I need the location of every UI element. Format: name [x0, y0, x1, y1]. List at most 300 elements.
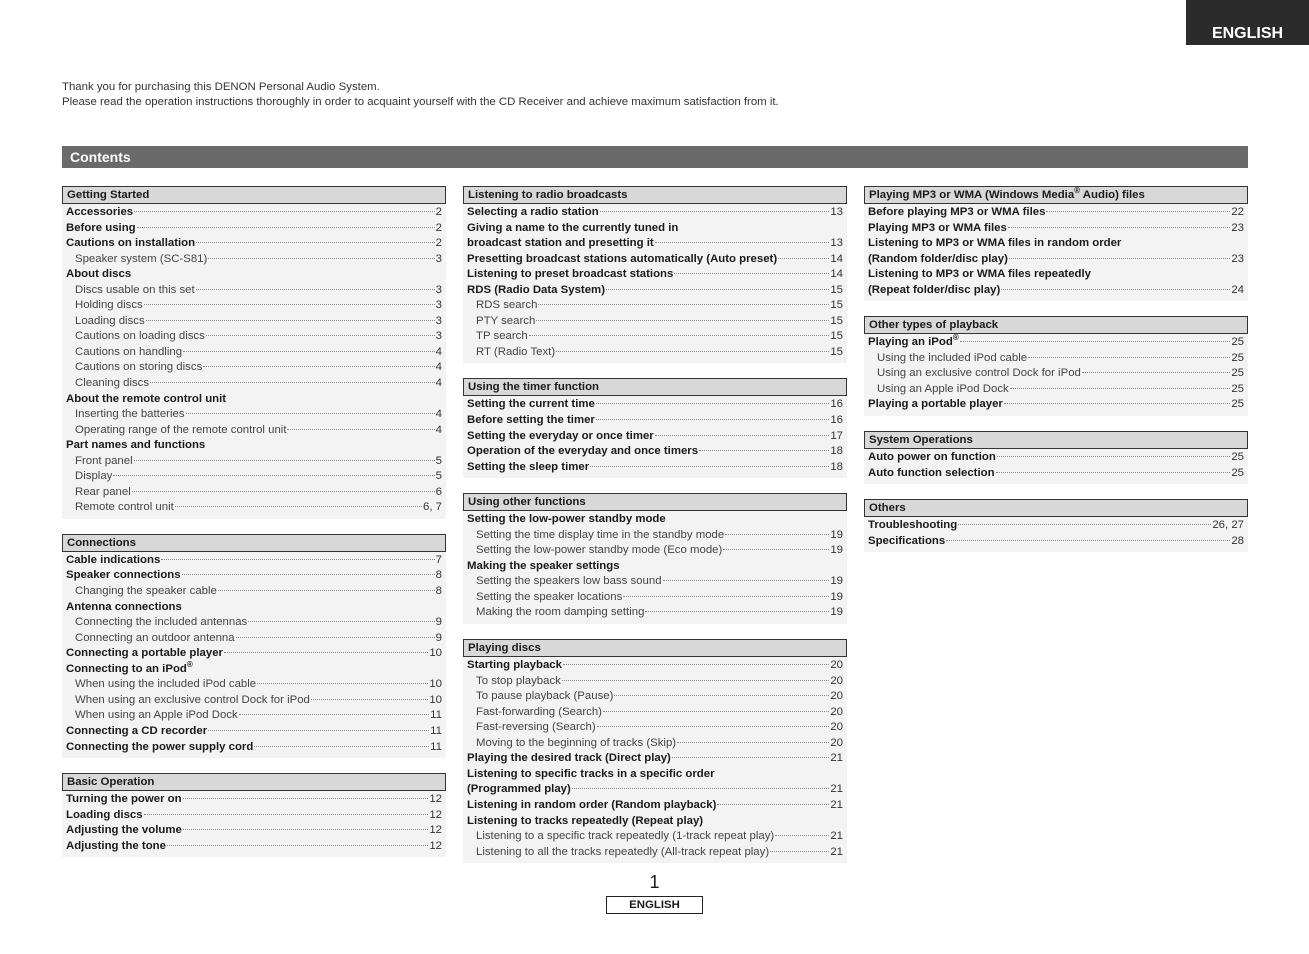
toc-entry[interactable] — [66, 469, 442, 485]
toc-entry[interactable] — [467, 782, 843, 798]
toc-entry-title — [467, 767, 715, 783]
toc-entry-title-text: Playing an iPod — [868, 336, 953, 349]
toc-entry[interactable] — [868, 252, 1244, 268]
toc-section-entries — [62, 552, 446, 758]
toc-entry-title — [868, 221, 1007, 237]
toc-entry[interactable] — [868, 366, 1244, 382]
dot-leader — [1001, 289, 1230, 290]
toc-entry-title — [66, 392, 226, 408]
toc-entry-title — [467, 605, 644, 621]
toc-entry-title — [66, 283, 195, 299]
dot-leader — [770, 851, 829, 852]
toc-entry-page: 8 — [435, 585, 442, 598]
toc-entry[interactable] — [66, 839, 442, 855]
toc-entry[interactable] — [66, 236, 442, 252]
toc-entry[interactable] — [66, 568, 442, 584]
toc-entry-page: 25 — [1231, 398, 1244, 411]
toc-entry-title-text: To pause playback (Pause) — [476, 690, 614, 703]
toc-entry-title — [66, 314, 145, 330]
toc-entry[interactable] — [66, 615, 442, 631]
dot-leader — [1009, 258, 1230, 259]
toc-entry-title — [66, 600, 182, 616]
toc-entry[interactable] — [66, 298, 442, 314]
toc-section — [62, 534, 446, 758]
dot-leader — [663, 580, 830, 581]
toc-entry[interactable] — [467, 236, 843, 252]
toc-entry-title — [868, 534, 945, 550]
toc-section-title — [864, 186, 1248, 204]
toc-entry[interactable] — [467, 413, 843, 429]
toc-entry-page: 14 — [830, 268, 843, 281]
toc-entry[interactable] — [467, 689, 843, 705]
toc-entry[interactable] — [868, 351, 1244, 367]
toc-entry-page: 20 — [830, 705, 843, 718]
toc-entry-page: 13 — [830, 237, 843, 250]
toc-entry-page: 4 — [435, 408, 442, 421]
toc-entry[interactable] — [66, 693, 442, 709]
toc-entry-title-text: Cautions on handling — [75, 345, 183, 358]
toc-entry-title — [467, 674, 561, 690]
dot-leader — [144, 304, 435, 305]
toc-entry-page: 12 — [429, 839, 442, 852]
toc-entry-title-text: Fast-reversing (Search) — [476, 721, 596, 734]
toc-entry-title — [868, 335, 959, 351]
toc-section — [864, 316, 1248, 416]
toc-entry-title — [66, 677, 256, 693]
toc-entry-title-text: Listening to tracks repeatedly (Repeat play) — [467, 814, 704, 827]
toc-entry-page: 20 — [830, 690, 843, 703]
toc-entry-title — [66, 329, 205, 345]
toc-entry[interactable] — [66, 708, 442, 724]
toc-entry-title — [66, 740, 253, 756]
dot-leader — [672, 757, 829, 758]
toc-entry-page: 10 — [429, 647, 442, 660]
toc-entry[interactable] — [467, 528, 843, 544]
toc-entry-page: 14 — [830, 252, 843, 265]
dot-leader — [655, 242, 830, 243]
dot-leader — [236, 637, 435, 638]
footer-language-tab: ENGLISH — [606, 896, 703, 914]
toc-entry[interactable] — [66, 740, 442, 756]
toc-entry-page: 19 — [830, 606, 843, 619]
toc-entry-title-text: Remote control unit — [75, 501, 174, 514]
toc-entry-title-text: Rear panel — [75, 485, 131, 498]
toc-section-entries — [864, 204, 1248, 301]
toc-entry-title-text: Antenna connections — [66, 600, 182, 613]
contents-column-3 — [864, 186, 1248, 567]
toc-entry-title-text: RDS search — [476, 299, 538, 312]
dot-leader — [946, 540, 1230, 541]
toc-section-entries — [463, 511, 847, 624]
toc-entry[interactable] — [66, 659, 442, 678]
intro-text — [62, 80, 779, 110]
toc-entry-page: 25 — [1231, 466, 1244, 479]
toc-entry[interactable] — [66, 500, 442, 516]
toc-entry[interactable] — [66, 631, 442, 647]
toc-entry-title-text: Using an Apple iPod Dock — [877, 382, 1009, 395]
toc-entry[interactable] — [66, 454, 442, 470]
toc-section-entries — [463, 657, 847, 863]
toc-entry-title-text: Speaker system (SC-S81) — [75, 252, 208, 265]
dot-leader — [572, 788, 830, 789]
toc-entry[interactable] — [467, 814, 843, 830]
toc-entry[interactable] — [467, 736, 843, 752]
toc-entry[interactable] — [467, 829, 843, 845]
toc-entry[interactable] — [467, 559, 843, 575]
page-number: 1 — [649, 872, 660, 892]
toc-entry-title — [66, 360, 202, 376]
toc-section-title-text: Other types of playback — [869, 319, 999, 332]
toc-entry-title-text: (Random folder/disc play) — [868, 252, 1008, 265]
toc-entry-page: 8 — [435, 569, 442, 582]
dot-leader — [717, 804, 829, 805]
toc-section-title — [864, 316, 1248, 334]
toc-entry-title-text: Playing the desired track (Direct play) — [467, 752, 671, 765]
toc-entry-title-text: Auto function selection — [868, 466, 995, 479]
toc-entry-title-text: Using the included iPod cable — [877, 351, 1028, 364]
toc-entry[interactable] — [868, 283, 1244, 299]
toc-entry[interactable] — [467, 574, 843, 590]
dot-leader — [723, 549, 829, 550]
dot-leader — [614, 695, 829, 696]
toc-entry-page: 20 — [830, 659, 843, 672]
toc-entry[interactable] — [66, 252, 442, 268]
toc-section-title — [463, 493, 847, 511]
dot-leader — [674, 273, 829, 274]
toc-entry-title-text: Cleaning discs — [75, 377, 150, 390]
toc-entry-title-text: Starting playback — [467, 659, 562, 672]
toc-section — [463, 493, 847, 624]
toc-entry[interactable] — [467, 767, 843, 783]
toc-entry-title-text: TP search — [476, 330, 528, 343]
toc-entry-page: 10 — [429, 678, 442, 691]
toc-entry[interactable] — [868, 335, 1244, 351]
toc-section-title-text: System Operations — [869, 434, 973, 447]
toc-section-title-text: Playing discs — [468, 642, 541, 655]
toc-entry-page: 15 — [830, 330, 843, 343]
toc-section-entries — [864, 517, 1248, 552]
toc-entry-title — [66, 823, 182, 839]
toc-entry-title — [467, 283, 605, 299]
dot-leader — [997, 456, 1231, 457]
toc-entry-page: 25 — [1231, 336, 1244, 349]
toc-entry[interactable] — [66, 600, 442, 616]
toc-entry-page: 10 — [429, 693, 442, 706]
toc-entry-page: 20 — [830, 736, 843, 749]
toc-entry[interactable] — [467, 705, 843, 721]
toc-entry[interactable] — [467, 314, 843, 330]
toc-entry-page: 3 — [435, 330, 442, 343]
dot-leader — [196, 289, 435, 290]
toc-entry-title-text: Before using — [66, 221, 136, 234]
dot-leader — [134, 460, 435, 461]
toc-entry[interactable] — [467, 460, 843, 476]
toc-entry-title — [467, 252, 777, 268]
toc-section — [864, 499, 1248, 552]
toc-entry-title-text: Setting the time display time in the standby mode — [476, 528, 725, 541]
toc-entry[interactable] — [66, 283, 442, 299]
toc-entry[interactable] — [66, 205, 442, 221]
toc-entry[interactable] — [467, 751, 843, 767]
toc-entry[interactable] — [467, 205, 843, 221]
dot-leader — [596, 419, 829, 420]
toc-entry[interactable] — [467, 252, 843, 268]
toc-entry-title — [467, 798, 716, 814]
toc-entry-title-text: Connecting an outdoor antenna — [75, 631, 235, 644]
dot-leader — [623, 596, 829, 597]
toc-entry-title — [66, 839, 166, 855]
toc-entry-title-text: Playing MP3 or WMA files — [868, 221, 1007, 234]
toc-entry[interactable] — [868, 518, 1244, 534]
toc-entry-title — [467, 736, 676, 752]
toc-entry-page: 22 — [1231, 206, 1244, 218]
toc-entry-page: 25 — [1231, 367, 1244, 380]
toc-entry[interactable] — [66, 345, 442, 361]
dot-leader — [218, 590, 435, 591]
toc-entry-title-text: RDS (Radio Data System) — [467, 283, 605, 296]
toc-entry-title — [467, 590, 622, 606]
dot-leader — [600, 211, 830, 212]
toc-entry-title-text: When using an Apple iPod Dock — [75, 709, 238, 722]
toc-entry-page: 24 — [1231, 283, 1244, 296]
toc-entry[interactable] — [467, 397, 843, 413]
toc-entry-page: 12 — [429, 793, 442, 806]
toc-entry[interactable] — [467, 845, 843, 861]
toc-entry-title — [66, 236, 195, 252]
toc-entry-title-text: Using an exclusive control Dock for iPod — [877, 367, 1081, 380]
toc-entry-title — [66, 724, 207, 740]
dot-leader — [311, 699, 428, 700]
toc-entry-page: 25 — [1231, 451, 1244, 464]
toc-entry-title-text: Loading discs — [66, 808, 143, 821]
toc-entry-title — [467, 460, 589, 476]
dot-leader — [996, 472, 1231, 473]
toc-entry-title-text: Listening in random order (Random playback) — [467, 798, 717, 811]
dot-leader — [536, 320, 829, 321]
toc-entry-title — [66, 500, 174, 516]
toc-entry[interactable] — [66, 392, 442, 408]
toc-section-title — [463, 378, 847, 396]
toc-entry[interactable] — [467, 221, 843, 237]
dot-leader — [1010, 388, 1231, 389]
toc-entry-title — [467, 298, 537, 314]
toc-entry[interactable] — [66, 792, 442, 808]
toc-entry-title — [467, 314, 535, 330]
toc-section-entries — [62, 204, 446, 519]
toc-entry[interactable] — [868, 382, 1244, 398]
toc-entry-title — [66, 646, 223, 662]
dot-leader — [677, 742, 829, 743]
toc-entry-title — [868, 205, 1045, 221]
toc-entry-title-text: Turning the power on — [66, 793, 182, 806]
registered-mark: ® — [952, 333, 959, 343]
toc-entry[interactable] — [66, 677, 442, 693]
toc-entry-page: 3 — [435, 299, 442, 312]
toc-entry-title — [467, 751, 671, 767]
toc-entry-title-text: Changing the speaker cable — [75, 585, 217, 598]
toc-entry[interactable] — [868, 205, 1244, 221]
toc-section-title-text: Basic Operation — [67, 776, 155, 789]
toc-entry[interactable] — [66, 423, 442, 439]
dot-leader — [596, 403, 829, 404]
toc-entry[interactable] — [66, 808, 442, 824]
toc-entry-title-text: RT (Radio Text) — [476, 345, 556, 358]
toc-entry-title-text: Connecting the included antennas — [75, 616, 248, 629]
toc-entry-title-text: Loading discs — [75, 314, 145, 327]
toc-entry-title-text: Troubleshooting — [868, 519, 958, 532]
dot-leader — [113, 475, 434, 476]
toc-entry[interactable] — [868, 221, 1244, 237]
toc-entry-title — [467, 267, 673, 283]
dot-leader — [196, 242, 435, 243]
dot-leader — [1028, 357, 1230, 358]
toc-entry[interactable] — [467, 590, 843, 606]
registered-mark: ® — [1074, 186, 1081, 196]
toc-entry-title — [66, 708, 238, 724]
toc-entry-page: 17 — [830, 429, 843, 442]
toc-entry-title — [467, 413, 595, 429]
toc-entry[interactable] — [66, 646, 442, 662]
toc-entry[interactable] — [467, 429, 843, 445]
toc-entry[interactable] — [66, 823, 442, 839]
toc-entry[interactable] — [467, 444, 843, 460]
toc-entry-title — [467, 528, 724, 544]
toc-entry-title-text: About discs — [66, 268, 132, 281]
toc-entry-page: 21 — [830, 798, 843, 811]
toc-entry-title — [467, 397, 595, 413]
toc-entry-page: 11 — [430, 740, 442, 753]
dot-leader — [1004, 403, 1230, 404]
toc-entry-page: 16 — [830, 414, 843, 427]
toc-entry-page: 21 — [830, 845, 843, 858]
toc-entry[interactable] — [66, 584, 442, 600]
toc-entry-title-text: To stop playback — [476, 674, 561, 687]
toc-section-title — [62, 534, 446, 552]
toc-entry-title — [66, 298, 143, 314]
dot-leader — [150, 382, 435, 383]
toc-section-title-text: Listening to radio broadcasts — [468, 189, 628, 201]
toc-entry-page: 28 — [1231, 534, 1244, 547]
dot-leader — [175, 506, 422, 507]
toc-entry[interactable] — [868, 397, 1244, 413]
toc-entry[interactable] — [467, 605, 843, 621]
toc-entry-title-text: Listening to all the tracks repeatedly (All-track repeat play) — [476, 845, 770, 858]
dot-leader — [1046, 211, 1230, 212]
toc-entry-title-text: Listening to MP3 or WMA files repeatedly — [868, 268, 1091, 281]
toc-entry-title-text: Before setting the timer — [467, 414, 595, 427]
intro-line-1: Thank you for purchasing this DENON Personal Audio System. — [62, 81, 380, 93]
toc-entry-page: 21 — [830, 783, 843, 796]
toc-entry[interactable] — [868, 236, 1244, 252]
toc-section-title-text: Connections — [67, 536, 136, 549]
toc-entry-title-text: (Repeat folder/disc play) — [868, 283, 1001, 296]
toc-entry[interactable] — [868, 534, 1244, 550]
toc-entry[interactable] — [66, 314, 442, 330]
toc-entry-title-text: Holding discs — [75, 299, 143, 312]
toc-entry[interactable] — [66, 485, 442, 501]
dot-leader — [699, 450, 829, 451]
toc-entry[interactable] — [66, 407, 442, 423]
toc-entry[interactable] — [467, 674, 843, 690]
toc-entry-title-text: Giving a name to the currently tuned in — [467, 221, 679, 234]
toc-entry-title-text: Display — [75, 470, 113, 483]
toc-entry-page: 4 — [435, 377, 442, 390]
toc-entry[interactable] — [467, 720, 843, 736]
toc-entry-title — [467, 720, 596, 736]
toc-entry-title-text: Listening to a specific track repeatedly (1-track repeat play) — [476, 830, 775, 843]
toc-entry[interactable] — [66, 376, 442, 392]
toc-entry-title-text: Listening to specific tracks in a specific order — [467, 767, 715, 780]
toc-entry-title — [66, 553, 160, 569]
toc-entry-title — [467, 345, 555, 361]
toc-entry-title — [66, 423, 286, 439]
toc-entry[interactable] — [467, 798, 843, 814]
toc-entry[interactable] — [467, 543, 843, 559]
toc-entry-title — [467, 658, 562, 674]
toc-section-title — [864, 499, 1248, 517]
toc-entry-title-text: (Programmed play) — [467, 783, 571, 796]
toc-entry[interactable] — [66, 329, 442, 345]
toc-entry-title — [66, 568, 181, 584]
toc-entry[interactable] — [66, 360, 442, 376]
dot-leader — [203, 366, 434, 367]
dot-leader — [257, 683, 428, 684]
toc-entry-title-text: Moving to the beginning of tracks (Skip) — [476, 736, 677, 749]
toc-entry-page: 9 — [435, 616, 442, 629]
toc-entry[interactable] — [467, 329, 843, 345]
toc-entry[interactable] — [467, 298, 843, 314]
toc-entry-title-text: Setting the speakers low bass sound — [476, 575, 662, 588]
dot-leader — [254, 746, 429, 747]
toc-entry-title-text: Speaker connections — [66, 569, 181, 582]
toc-section-title-text: Getting Started — [67, 189, 150, 201]
toc-entry[interactable] — [868, 466, 1244, 482]
toc-entry-title — [868, 466, 995, 482]
toc-entry[interactable] — [66, 221, 442, 237]
toc-entry-page: 2 — [435, 221, 442, 234]
toc-entry-title-text: Auto power on function — [868, 451, 996, 464]
toc-entry[interactable] — [467, 345, 843, 361]
toc-entry-title — [868, 518, 957, 534]
toc-entry[interactable] — [66, 724, 442, 740]
toc-entry-page: 11 — [430, 724, 442, 737]
toc-entry[interactable] — [467, 512, 843, 528]
toc-entry[interactable] — [66, 267, 442, 283]
toc-entry[interactable] — [467, 658, 843, 674]
toc-entry-title-text: When using the included iPod cable — [75, 678, 257, 691]
toc-entry[interactable] — [868, 450, 1244, 466]
contents-title: Contents — [62, 146, 1248, 168]
toc-section-entries — [864, 449, 1248, 484]
toc-entry[interactable] — [66, 553, 442, 569]
toc-entry-page: 4 — [435, 345, 442, 358]
toc-section-title — [463, 186, 847, 204]
toc-entry-title-text: Specifications — [868, 534, 946, 547]
toc-entry-title-text: Adjusting the tone — [66, 839, 166, 852]
toc-entry[interactable] — [66, 438, 442, 454]
toc-entry-title — [66, 792, 182, 808]
toc-entry[interactable] — [467, 283, 843, 299]
toc-entry-page: 18 — [830, 460, 843, 473]
dot-leader — [137, 227, 435, 228]
toc-entry[interactable] — [467, 267, 843, 283]
toc-entry[interactable] — [868, 267, 1244, 283]
toc-entry-title — [66, 376, 149, 392]
toc-entry-title-text: Setting the low-power standby mode (Eco mode) — [476, 544, 723, 557]
toc-entry-page: 19 — [830, 590, 843, 603]
toc-entry-page: 19 — [830, 544, 843, 557]
toc-entry-page: 2 — [435, 206, 442, 218]
